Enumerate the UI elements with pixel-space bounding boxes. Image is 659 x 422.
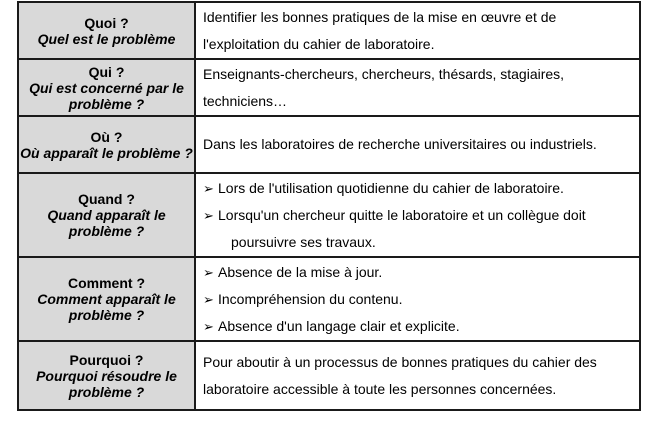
answer-text: Enseignants-chercheurs, chercheurs, thésards, stagiaires, techniciens… xyxy=(203,65,565,109)
answer-cell xyxy=(195,257,640,341)
answer-text: Pour aboutir à un processus de bonnes pratiques du cahier des laboratoire accessible à toute les personnes concernées. xyxy=(203,353,597,397)
question-label: Comment ? xyxy=(68,275,145,291)
question-cell xyxy=(18,116,195,173)
question-label: Qui ? xyxy=(88,63,125,80)
question-subtitle: Comment apparaît le problème ? xyxy=(37,291,176,323)
question-label: Pourquoi ? xyxy=(69,351,144,368)
question-subtitle: Quel est le problème xyxy=(37,30,176,47)
answer-cell xyxy=(195,173,640,257)
arrow-bullet-icon: ➢ xyxy=(203,291,214,307)
arrow-bullet-icon: ➢ xyxy=(203,207,214,223)
arrow-bullet-icon: ➢ xyxy=(203,318,214,334)
bullet-text: Absence de la mise à jour. xyxy=(218,263,383,280)
bullet-item xyxy=(203,202,633,229)
table-row xyxy=(18,59,640,116)
bullet-text: Incompréhension du contenu. xyxy=(218,290,403,307)
bullet-text: Lors de l'utilisation quotidienne du cahier de laboratoire. xyxy=(218,179,564,196)
question-cell xyxy=(18,257,195,341)
question-subtitle: Où apparaît le problème ? xyxy=(20,144,193,161)
question-cell xyxy=(18,2,195,59)
question-cell xyxy=(18,59,195,116)
answer-cell xyxy=(195,341,640,410)
answer-cell xyxy=(195,59,640,116)
question-subtitle: Quand apparaît le problème ? xyxy=(47,207,166,239)
question-label: Quoi ? xyxy=(84,14,129,31)
table-row xyxy=(18,2,640,59)
bullet-continuation: poursuivre ses travaux. xyxy=(231,233,376,250)
table-row xyxy=(18,257,640,341)
question-subtitle: Pourquoi résoudre le problème ? xyxy=(36,367,177,400)
question-label: Quand ? xyxy=(78,191,135,207)
answer-text: Identifier les bonnes pratiques de la mise en œuvre et de l'exploitation du cahier de laboratoire. xyxy=(203,8,557,52)
table-row xyxy=(18,173,640,257)
bullet-item xyxy=(203,175,633,202)
bullet-text: Lorsqu'un chercheur quitte le laboratoire et un collègue doit xyxy=(218,206,586,223)
table-row xyxy=(18,341,640,410)
bullet-item xyxy=(203,286,633,313)
question-subtitle: Qui est concerné par le problème ? xyxy=(29,79,184,112)
answer-cell xyxy=(195,116,640,173)
table-row xyxy=(18,116,640,173)
question-label: Où ? xyxy=(90,128,123,145)
bullet-item xyxy=(203,313,633,340)
arrow-bullet-icon: ➢ xyxy=(203,264,214,280)
qqoqcp-table xyxy=(17,1,641,411)
answer-cell xyxy=(195,2,640,59)
question-cell xyxy=(18,173,195,257)
question-cell xyxy=(18,341,195,410)
bullet-text: Absence d'un langage clair et explicite. xyxy=(218,317,460,334)
bullet-item xyxy=(203,259,633,286)
answer-text: Dans les laboratoires de recherche universitaires ou industriels. xyxy=(203,136,597,152)
arrow-bullet-icon: ➢ xyxy=(203,180,214,196)
